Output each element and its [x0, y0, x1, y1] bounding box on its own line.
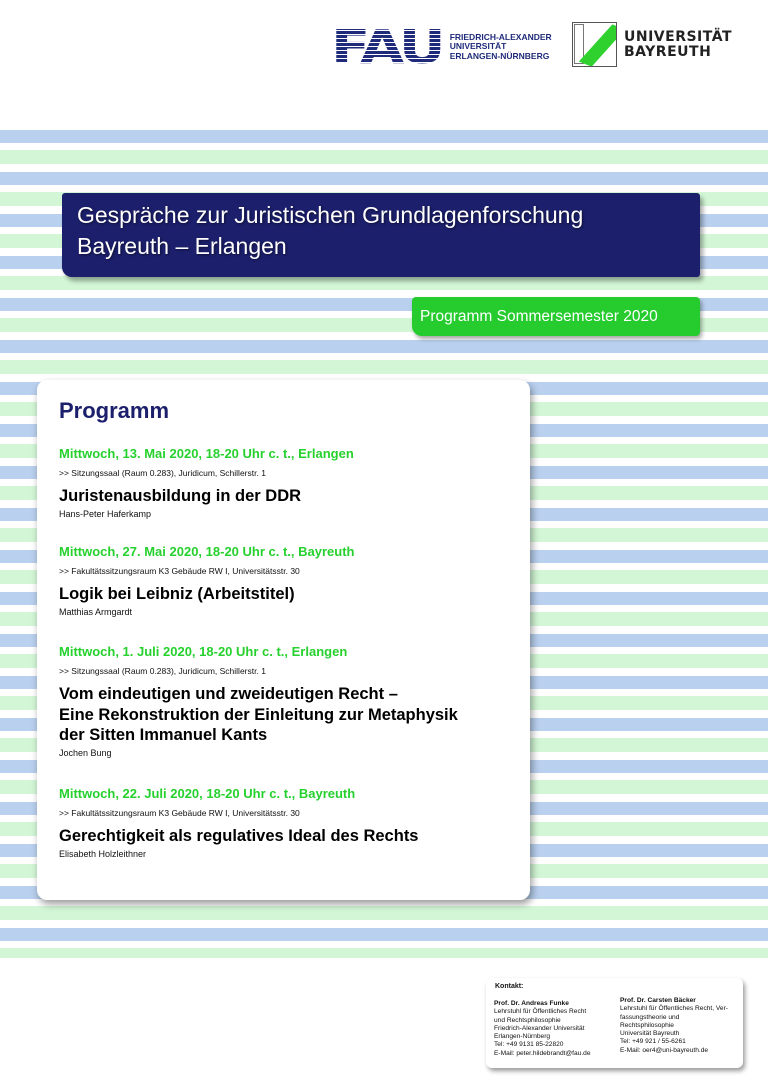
- contact-line: E-Mail: peter.hildebrandt@fau.de: [494, 1049, 591, 1057]
- banner-title-line: Bayreuth – Erlangen: [77, 233, 287, 259]
- banner-title-line: Gespräche zur Juristischen Grundlagenforschung: [77, 202, 584, 228]
- entry-speaker: Elisabeth Holzleithner: [59, 848, 147, 859]
- entry-date: Mittwoch, 1. Juli 2020, 18-20 Uhr c. t., Erlangen: [59, 644, 348, 659]
- entry-title: [59, 826, 519, 847]
- fau-line: ERLANGEN-NÜRNBERG: [449, 50, 550, 61]
- fau-line: UNIVERSITÄT: [449, 41, 507, 52]
- bayreuth-logo-icon: [572, 22, 617, 67]
- contact-line: Rechtsphilosophie: [620, 1021, 674, 1029]
- title-line: Logik bei Leibniz (Arbeitstitel): [59, 585, 295, 603]
- entry-title: [59, 584, 519, 605]
- contact-line: E-Mail: oer4@uni-bayreuth.de: [620, 1046, 709, 1054]
- entry-date: Mittwoch, 13. Mai 2020, 18-20 Uhr c. t., Erlangen: [59, 446, 354, 461]
- program-entry: [59, 642, 519, 760]
- contact-line: fassungstheorie und: [620, 1013, 680, 1021]
- entry-venue: >> Fakultätssitzungsraum K3 Gebäude RW I, Universitätsstr. 30: [59, 566, 300, 576]
- title-banner: [62, 193, 700, 277]
- title-line: der Sitten Immanuel Kants: [59, 726, 268, 744]
- entry-speaker: Jochen Bung: [59, 747, 112, 758]
- fau-logo-text: [450, 33, 552, 62]
- bayreuth-logo: [572, 22, 732, 67]
- entry-venue: >> Fakultätssitzungsraum K3 Gebäude RW I, Universitätsstr. 30: [59, 808, 300, 818]
- contact-line: Lehrstuhl für Öffentliches Recht: [494, 1008, 587, 1016]
- title-line: Juristenausbildung in der DDR: [59, 487, 302, 505]
- contact-name: Prof. Dr. Andreas Funke: [494, 1000, 569, 1007]
- fau-logo-mark: FAU: [331, 20, 442, 74]
- contact-person: [620, 997, 728, 1055]
- entry-date: Mittwoch, 22. Juli 2020, 18-20 Uhr c. t., Bayreuth: [59, 786, 356, 801]
- fau-logo: [331, 20, 552, 74]
- program-entry: [59, 542, 519, 619]
- bayreuth-line: BAYREUTH: [624, 43, 712, 60]
- contact-box: [486, 978, 743, 1068]
- contact-name: Prof. Dr. Carsten Bäcker: [620, 997, 696, 1004]
- bayreuth-logo-text: [624, 30, 732, 60]
- contact-line: Tel: +49 921 / 55-6261: [620, 1038, 686, 1046]
- entry-venue: >> Sitzungssaal (Raum 0.283), Juridicum, Schillerstr. 1: [59, 468, 266, 478]
- program-entry: [59, 784, 519, 861]
- contact-line: Friedrich-Alexander Universität: [494, 1024, 585, 1032]
- semester-label: Programm Sommersemester 2020: [412, 297, 700, 336]
- entry-speaker: Hans-Peter Haferkamp: [59, 508, 152, 519]
- contact-person: [494, 1000, 591, 1058]
- contact-heading: Kontakt:: [495, 983, 524, 990]
- fau-line: FRIEDRICH-ALEXANDER: [449, 31, 552, 42]
- contact-line: Universität Bayreuth: [620, 1030, 680, 1038]
- entry-date: Mittwoch, 27. Mai 2020, 18-20 Uhr c. t., Bayreuth: [59, 544, 355, 559]
- entry-speaker: Matthias Armgardt: [59, 606, 133, 617]
- entry-title: [59, 486, 519, 507]
- entry-title: [59, 684, 519, 746]
- program-card: [37, 380, 530, 900]
- bayreuth-line: UNIVERSITÄT: [624, 28, 733, 45]
- program-entry: [59, 444, 519, 521]
- contact-line: Tel: +49 9131 85-22820: [494, 1041, 564, 1049]
- title-line: Eine Rekonstruktion der Einleitung zur Metaphysik: [59, 705, 458, 724]
- title-line: Gerechtigkeit als regulatives Ideal des Rechts: [59, 827, 419, 845]
- contact-line: Erlangen-Nürnberg: [494, 1033, 551, 1041]
- entry-venue: >> Sitzungssaal (Raum 0.283), Juridicum, Schillerstr. 1: [59, 666, 266, 676]
- title-line: Vom eindeutigen und zweideutigen Recht –: [59, 685, 398, 703]
- contact-line: und Rechtsphilosophie: [494, 1016, 561, 1024]
- program-heading: Programm: [59, 398, 170, 423]
- contact-line: Lehrstuhl für Öffentliches Recht, Ver-: [620, 1005, 728, 1013]
